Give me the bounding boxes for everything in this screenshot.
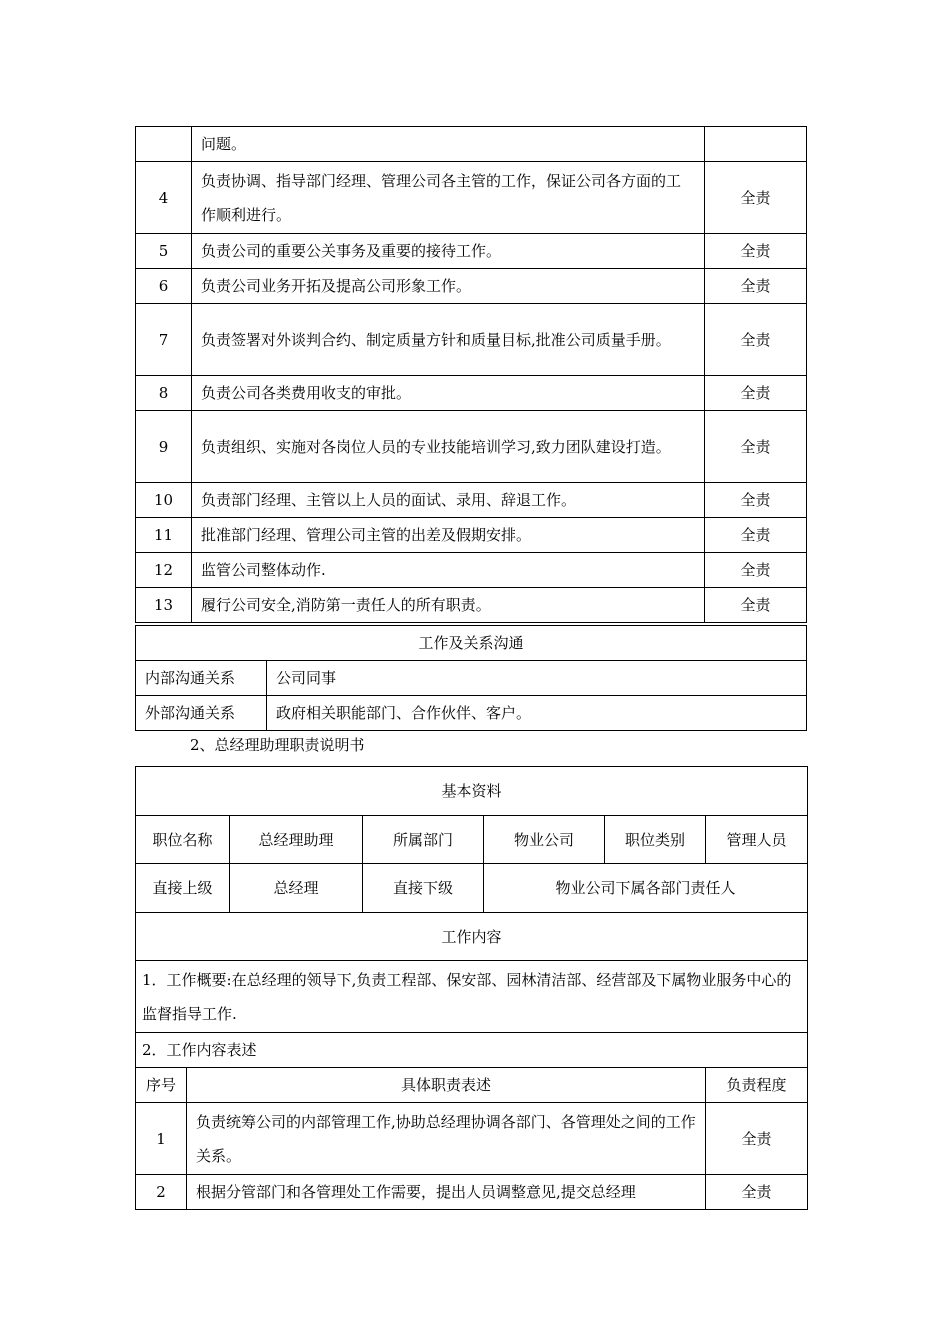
responsibility-level: 全责 <box>705 483 807 518</box>
table-row <box>136 234 807 269</box>
direct-subordinate-value: 物业公司下属各部门责任人 <box>484 864 808 913</box>
column-header-number: 序号 <box>136 1068 187 1103</box>
external-communication-row <box>136 696 807 731</box>
duty-description: 履行公司安全,消防第一责任人的所有职责。 <box>192 588 705 623</box>
responsibility-level: 全责 <box>705 162 807 234</box>
responsibility-level: 全责 <box>705 234 807 269</box>
direct-subordinate-label: 直接下级 <box>363 864 484 913</box>
row-number <box>136 127 192 162</box>
table-row <box>136 162 807 234</box>
position-category-label: 职位类别 <box>605 816 706 864</box>
communication-header-row <box>136 626 807 661</box>
table-row <box>136 483 807 518</box>
external-communication-label: 外部沟通关系 <box>136 696 267 731</box>
row-number: 4 <box>136 162 192 234</box>
work-overview: 1．工作概要:在总经理的领导下,负责工程部、保安部、园林清洁部、经营部及下属物业服务中心的监督指导工作. <box>136 961 808 1033</box>
duty-description: 根据分管部门和各管理处工作需要，提出人员调整意见,提交总经理 <box>187 1175 706 1210</box>
duty-description: 负责公司业务开拓及提高公司形象工作。 <box>192 269 705 304</box>
position-name-value: 总经理助理 <box>230 816 363 864</box>
duty-description: 监管公司整体动作. <box>192 553 705 588</box>
section-caption: 2、总经理助理职责说明书 <box>190 736 365 754</box>
table-row <box>136 411 807 483</box>
column-header-level: 负责程度 <box>706 1068 808 1103</box>
row-number: 8 <box>136 376 192 411</box>
duty-description: 负责组织、实施对各岗位人员的专业技能培训学习,致力团队建设打造。 <box>192 411 705 483</box>
direct-superior-label: 直接上级 <box>136 864 230 913</box>
position-row <box>136 816 808 864</box>
responsibility-level: 全责 <box>706 1175 808 1210</box>
responsibility-level <box>705 127 807 162</box>
row-number: 1 <box>136 1103 187 1175</box>
table-row <box>136 518 807 553</box>
basic-info-header-row <box>136 767 808 816</box>
duty-table-continued <box>135 126 807 623</box>
responsibility-level: 全责 <box>706 1103 808 1175</box>
duty-description: 负责签署对外谈判合约、制定质量方针和质量目标,批准公司质量手册。 <box>192 304 705 376</box>
work-description-title: 2．工作内容表述 <box>136 1033 808 1068</box>
internal-communication-label: 内部沟通关系 <box>136 661 267 696</box>
duty-description: 问题。 <box>192 127 705 162</box>
direct-superior-value: 总经理 <box>230 864 363 913</box>
row-number: 11 <box>136 518 192 553</box>
position-category-value: 管理人员 <box>706 816 808 864</box>
communication-table <box>135 625 807 731</box>
row-number: 9 <box>136 411 192 483</box>
department-label: 所属部门 <box>363 816 484 864</box>
work-overview-row <box>136 961 808 1033</box>
duty-description: 负责公司的重要公关事务及重要的接待工作。 <box>192 234 705 269</box>
table-row <box>136 376 807 411</box>
responsibility-level: 全责 <box>705 269 807 304</box>
column-header-description: 具体职责表述 <box>187 1068 706 1103</box>
job-description-table <box>135 766 808 1210</box>
position-name-label: 职位名称 <box>136 816 230 864</box>
duty-description: 负责协调、指导部门经理、管理公司各主管的工作，保证公司各方面的工作顺利进行。 <box>192 162 705 234</box>
responsibility-level: 全责 <box>705 588 807 623</box>
reporting-row <box>136 864 808 913</box>
department-value: 物业公司 <box>484 816 605 864</box>
internal-communication-row <box>136 661 807 696</box>
basic-info-header: 基本资料 <box>136 767 808 816</box>
duty-description: 负责统筹公司的内部管理工作,协助总经理协调各部门、各管理处之间的工作关系。 <box>187 1103 706 1175</box>
row-number: 2 <box>136 1175 187 1210</box>
responsibility-level: 全责 <box>705 411 807 483</box>
duty-description: 批准部门经理、管理公司主管的出差及假期安排。 <box>192 518 705 553</box>
internal-communication-value: 公司同事 <box>267 661 807 696</box>
work-content-header-row <box>136 913 808 961</box>
external-communication-value: 政府相关职能部门、合作伙伴、客户。 <box>267 696 807 731</box>
table-row <box>136 553 807 588</box>
table-row <box>136 304 807 376</box>
responsibility-level: 全责 <box>705 518 807 553</box>
row-number: 13 <box>136 588 192 623</box>
work-content-header: 工作内容 <box>136 913 808 961</box>
duty-description: 负责公司各类费用收支的审批。 <box>192 376 705 411</box>
responsibility-level: 全责 <box>705 376 807 411</box>
table-row <box>136 1175 808 1210</box>
duty-column-header-row <box>136 1068 808 1103</box>
table-row <box>136 1103 808 1175</box>
row-number: 7 <box>136 304 192 376</box>
communication-header: 工作及关系沟通 <box>136 626 807 661</box>
duty-description: 负责部门经理、主管以上人员的面试、录用、辞退工作。 <box>192 483 705 518</box>
row-number: 5 <box>136 234 192 269</box>
table-row <box>136 588 807 623</box>
work-description-title-row <box>136 1033 808 1068</box>
table-row <box>136 127 807 162</box>
responsibility-level: 全责 <box>705 553 807 588</box>
row-number: 10 <box>136 483 192 518</box>
row-number: 12 <box>136 553 192 588</box>
responsibility-level: 全责 <box>705 304 807 376</box>
row-number: 6 <box>136 269 192 304</box>
table-row <box>136 269 807 304</box>
